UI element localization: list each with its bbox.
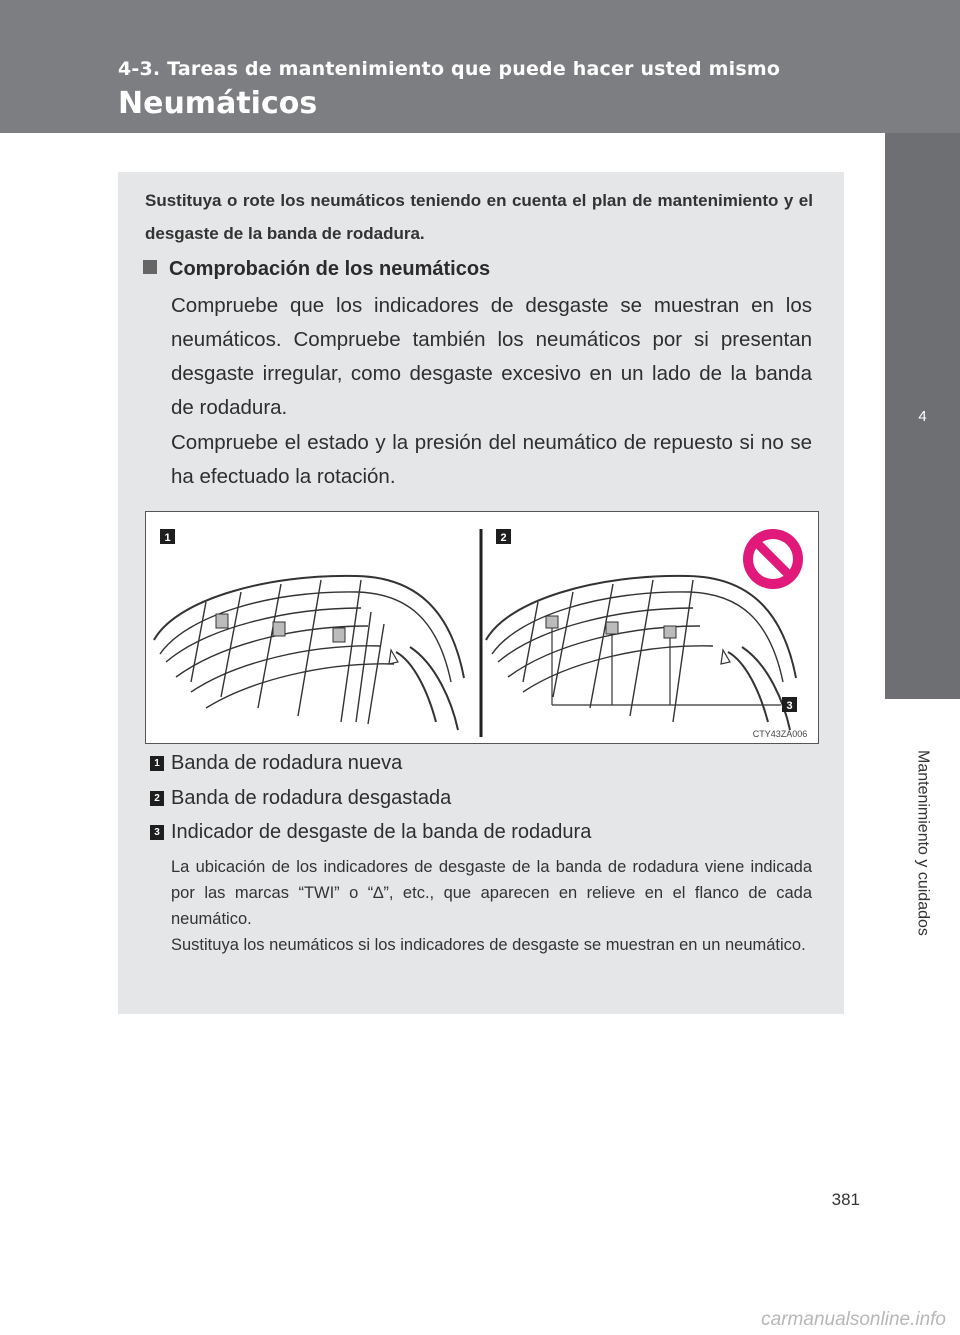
note-text: [171, 854, 812, 958]
watermark-bar: [0, 1305, 960, 1335]
section-title: 4-3. Tareas de mantenimiento que puede hacer usted mismo: [118, 58, 781, 80]
intro-text: Sustituya o rote los neumáticos teniendo en cuenta el plan de mantenimiento y el desgaste de la banda de rodadura.: [145, 191, 813, 243]
square-bullet-icon: [143, 260, 157, 274]
callout-2: 2: [500, 532, 507, 544]
page-number: 381: [831, 1190, 860, 1209]
paragraph-spare: Compruebe el estado y la presión del neumático de repuesto si no se ha efectuado la rotación.: [171, 431, 812, 488]
subheading: [143, 258, 490, 281]
tire-illustration: [145, 511, 819, 744]
figure-code: CTY43ZA006: [752, 729, 808, 739]
legend-number-3: 3: [150, 825, 164, 840]
chapter-tab-number: 4: [918, 407, 927, 425]
callout-3: 3: [786, 700, 793, 712]
callout-1: 1: [164, 532, 171, 544]
page-title: Neumáticos: [118, 86, 318, 121]
legend-text-2: Banda de rodadura desgastada: [171, 787, 452, 809]
new-tread-tire-icon: [154, 576, 464, 730]
worn-tread-tire-icon: [486, 576, 796, 730]
note-line-replace: Sustituya los neumáticos si los indicadores de desgaste se muestran en un neumático.: [171, 936, 806, 954]
legend-number-2: 2: [150, 791, 164, 806]
legend-number-1: 1: [150, 756, 164, 771]
paragraph-check: Compruebe que los indicadores de desgaste se muestran en los neumáticos. Compruebe también los neumáticos por si presentan desgaste irregular, como desgaste excesivo en un lado de la banda de rodadura.: [171, 294, 812, 419]
watermark-text: carmanualsonline.info: [761, 1309, 946, 1330]
tire-diagram-svg: [146, 512, 819, 744]
indicator-leader-lines: [552, 628, 781, 705]
prohibited-icon: [743, 529, 803, 589]
legend-item: [150, 752, 402, 775]
legend-text-3: Indicador de desgaste de la banda de rodadura: [171, 821, 592, 843]
legend-item: [150, 821, 591, 844]
legend-item: [150, 787, 451, 810]
note-line-location: La ubicación de los indicadores de desgaste de la banda de rodadura viene indicada por las marcas “TWI” o “∆”, etc., que aparecen en relieve en el flanco de cada neumático.: [171, 858, 812, 928]
chapter-label-text: Mantenimiento y cuidados: [914, 749, 932, 936]
chapter-label: [885, 700, 960, 985]
legend-text-1: Banda de rodadura nueva: [171, 752, 403, 774]
subheading-text: Comprobación de los neumáticos: [169, 258, 491, 280]
